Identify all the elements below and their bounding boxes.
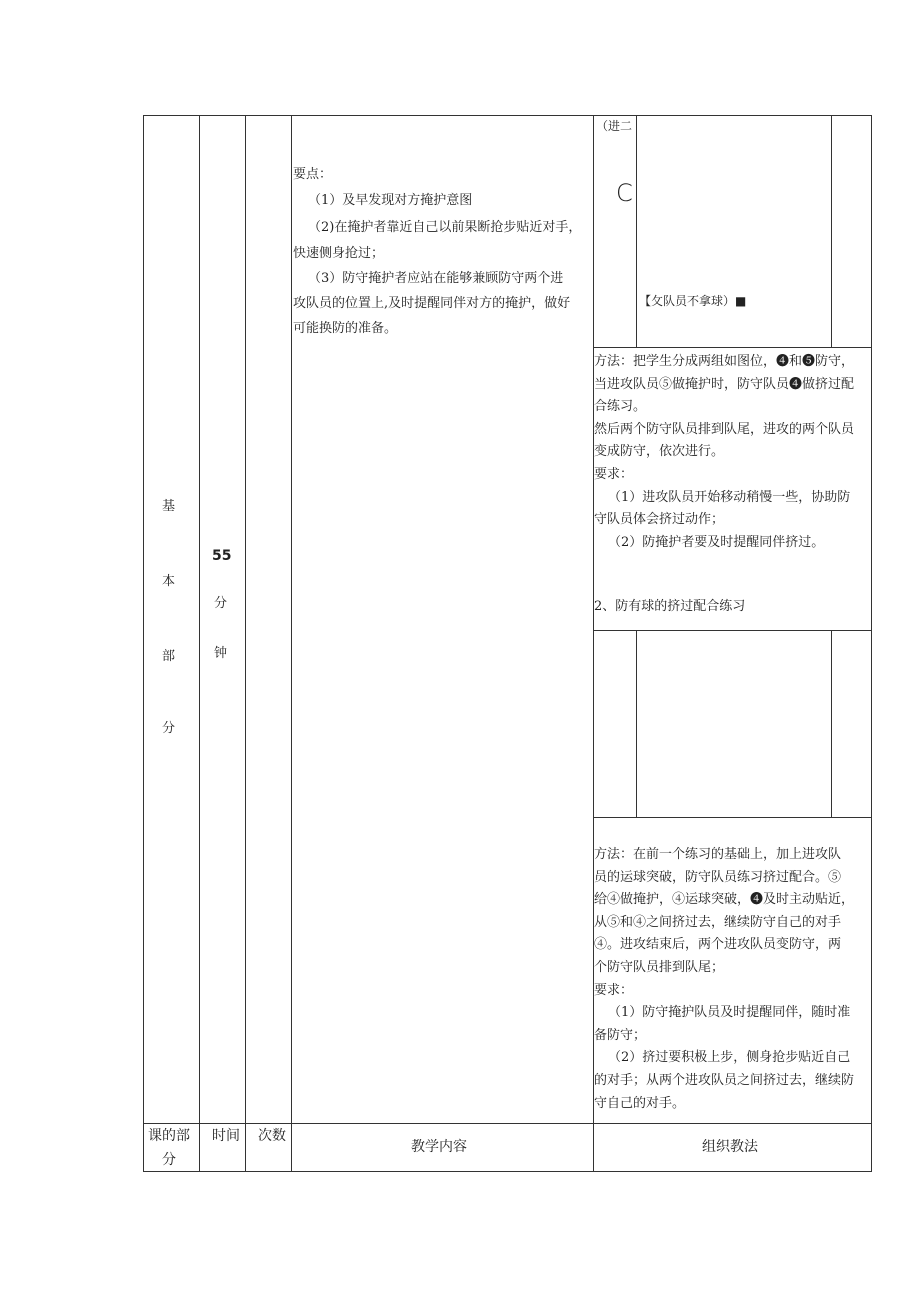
- footer-col-line: [593, 1123, 594, 1172]
- content-line-4: 快速侧身抢过；: [293, 246, 385, 261]
- footer-col5: 组织教法: [702, 1139, 758, 1155]
- content-line-7: 可能换防的准备。: [293, 321, 398, 336]
- col-line-2: [245, 115, 246, 1172]
- diagram2-bottom: [593, 817, 872, 818]
- method2-line-6: 个防守队员排到队尾；: [594, 959, 725, 975]
- table-bottom-border: [143, 1171, 872, 1172]
- method1-heading2: 2、防有球的挤过配合练习: [594, 599, 746, 614]
- method2-line-5: ④。进攻结束后，两个进攻队员变防守，两: [594, 937, 842, 953]
- content-line-3: （2)在掩护者靠近自己以前果断抢步贴近对手，: [308, 220, 582, 235]
- method1-line-6: 要求：: [594, 466, 634, 482]
- method2-line-4: 从⑤和④之间挤过去，继续防守自己的对手: [594, 914, 842, 930]
- footer-col2: 时间: [212, 1128, 240, 1144]
- method2-line-10: （2）挤过要积极上步，侧身抢步贴近自己: [608, 1050, 851, 1066]
- section-char-2: 本: [162, 574, 176, 589]
- footer-col1-line2: 分: [162, 1152, 176, 1168]
- diagram1-top-label: （进二: [596, 119, 633, 133]
- method2-text: [594, 844, 871, 1115]
- diagram1-divider-a: [636, 115, 637, 347]
- method2-line-11: 的对手；从两个进攻队员之间挤过去，继续防: [594, 1072, 855, 1088]
- method2-line-12: 守自己的对手。: [594, 1095, 686, 1111]
- diagram2-divider-b: [831, 630, 832, 817]
- method2-line-7: 要求：: [594, 982, 634, 998]
- method1-line-7: （1）进攻队员开始移动稍慢一些，协助防: [608, 489, 851, 505]
- method2-line-8: （1）防守掩护队员及时提醒同伴，随时准: [608, 1005, 851, 1021]
- col-line-3: [291, 115, 292, 1172]
- method1-line-2: 当进攻队员⑤做掩护时，防守队员❹做挤过配: [594, 376, 855, 392]
- time-number: 55: [212, 548, 232, 564]
- method1-line-5: 变成防守，依次进行。: [594, 444, 725, 460]
- col-line-0: [143, 115, 144, 1172]
- diagram2-divider-a: [636, 630, 637, 817]
- footer-col1-line1: 课的部: [148, 1128, 190, 1144]
- col-line-1: [199, 115, 200, 1172]
- content-line-2: （1）及早发现对方掩护意图: [308, 193, 473, 208]
- content-line-6: 攻队员的位置上,及时提醒同伴对方的掩护，做好: [293, 296, 571, 311]
- method2-line-1: 方法：在前一个练习的基础上，加上进攻队: [594, 847, 842, 862]
- method2-line-2: 员的运球突破，防守队员练习挤过配合。⑤: [594, 869, 842, 885]
- table-top-border: [143, 115, 872, 116]
- diagram1-divider-b: [831, 115, 832, 347]
- content-line-1: 要点：: [293, 167, 333, 182]
- footer-col3: 次数: [258, 1128, 286, 1144]
- footer-top-border: [143, 1123, 872, 1124]
- method1-line-8: 守队员体会挤过动作；: [594, 512, 725, 528]
- method1-line-3: 合练习。: [594, 399, 647, 415]
- method2-line-3: 给④做掩护，④运球突破，❹及时主动贴近，: [594, 892, 855, 908]
- method1-line-1: 方法：把学生分成两组如图位，❹和❺防守，: [594, 354, 855, 369]
- method1-line-9: （2）防掩护者要及时提醒同伴挤过。: [608, 534, 825, 550]
- method2-line-9: 备防守；: [594, 1027, 647, 1043]
- diagram1-caption: 【攵队员不拿球）■: [639, 294, 747, 308]
- section-char-4: 分: [162, 721, 176, 736]
- footer-col4: 教学内容: [411, 1139, 467, 1155]
- method1-line-4: 然后两个防守队员排到队尾，进攻的两个队员: [594, 421, 855, 437]
- time-char-2: 钟: [214, 646, 228, 661]
- diagram1-c-glyph: C: [616, 179, 633, 207]
- diagram1-bottom: [593, 347, 872, 348]
- method1-text: [594, 351, 871, 554]
- time-char-1: 分: [214, 596, 228, 611]
- section-char-3: 部: [162, 649, 176, 664]
- content-line-5: （3）防守掩护者应站在能够兼顾防守两个进: [308, 271, 564, 286]
- section-char-1: 基: [162, 499, 176, 514]
- col-line-5: [871, 115, 872, 1172]
